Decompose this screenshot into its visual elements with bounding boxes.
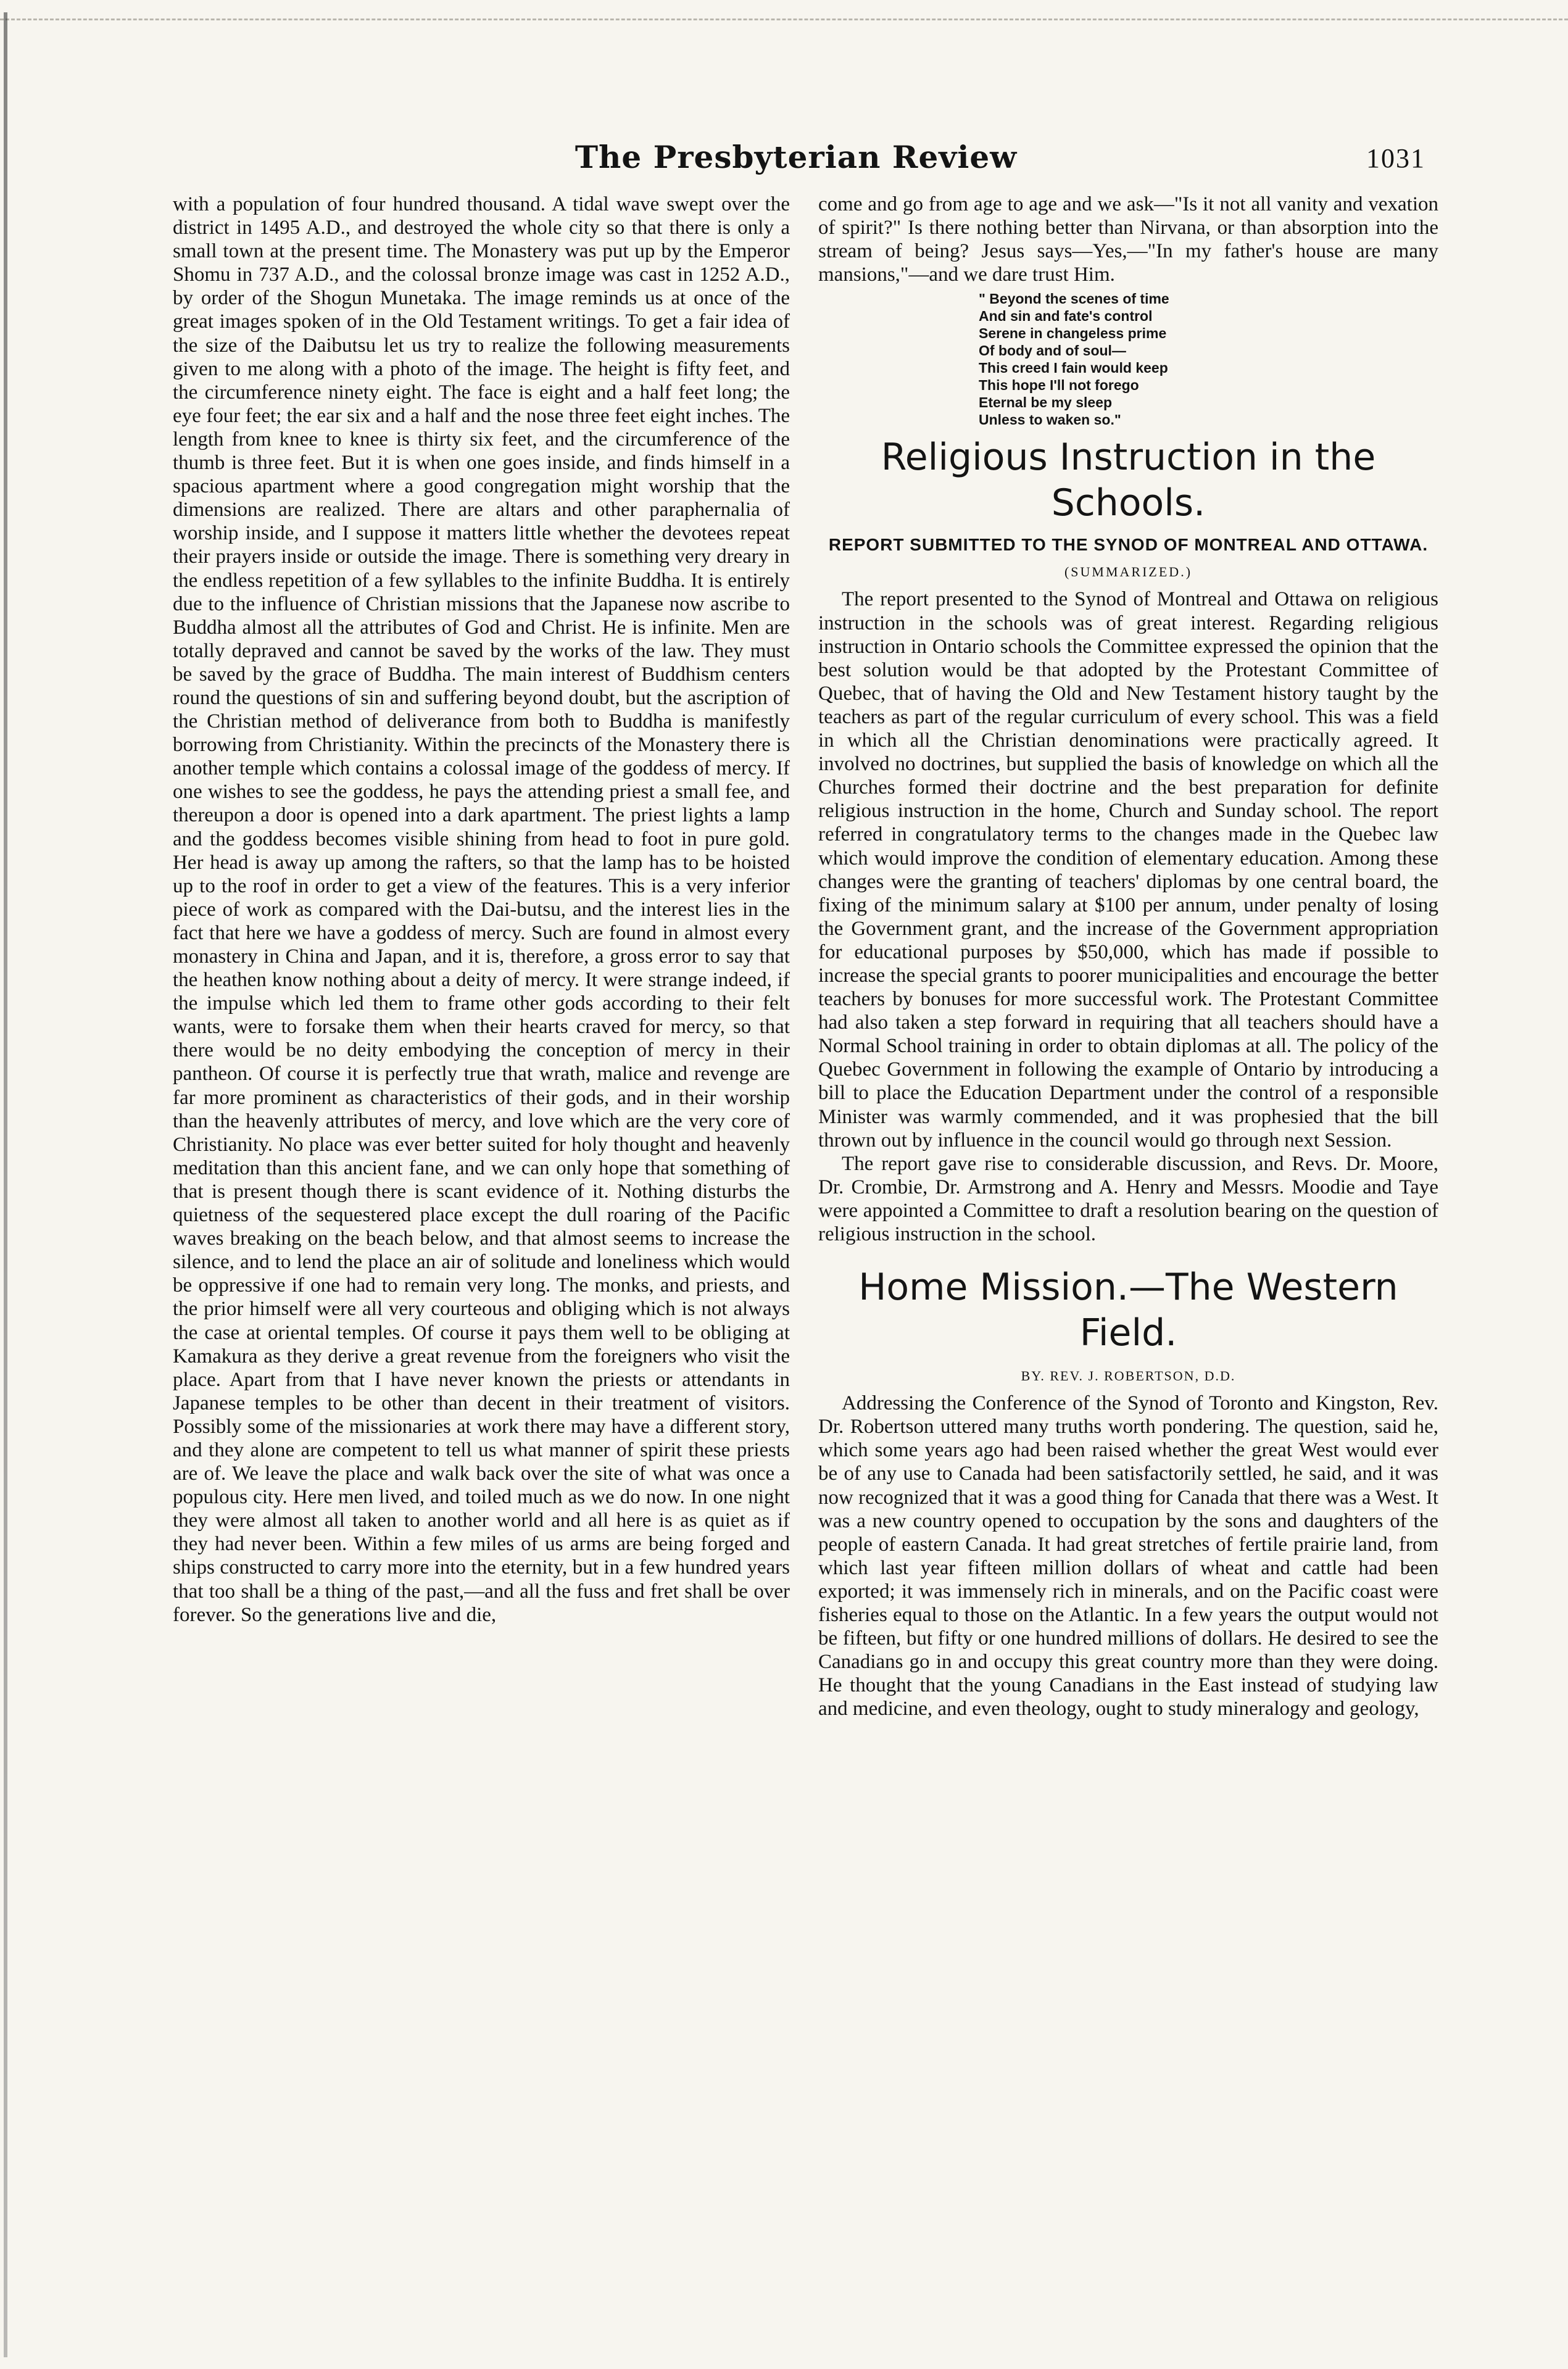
section1-paragraph: The report gave rise to considerable discussion, and Revs. Dr. Moore, Dr. Crombie, Dr. Armstrong and A. Henry and Messrs. Moodie and Taye were appointed a Committee to draft a resolution bearing on the question of religious instruction in the school.: [818, 1152, 1438, 1245]
section-title-home-mission: Home Mission.—The Western Field.: [858, 1266, 1398, 1355]
poem-line: Serene in changeless prime: [979, 325, 1167, 342]
section-subtitle: REPORT SUBMITTED TO THE SYNOD OF MONTREAL AND OTTAWA.: [828, 535, 1429, 555]
poem-line: This creed I fain would keep: [979, 360, 1168, 376]
poem-line: Of body and of soul—: [979, 342, 1126, 359]
poem-line: " Beyond the scenes of time: [979, 291, 1169, 307]
right-column: [818, 193, 1438, 1721]
section-byline: BY. REV. J. ROBERTSON, D.D.: [1021, 1368, 1236, 1384]
poem: [979, 290, 1438, 428]
poem-line: And sin and fate's control: [979, 308, 1153, 325]
journal-title: The Presbyterian Review: [575, 139, 1018, 175]
section1-paragraph: The report presented to the Synod of Montreal and Ottawa on religious instruction in the schools was of great interest. Regarding religious instruction in Ontario schools the Committee expressed the opinion that the best solution would be that adopted by the Protestant Committee of Quebec, that of having the Old and New Testament history taught by the teachers as part of the regular curriculum of every school. This was a field in which all the Christian denominations were practically agreed. It involved no doctrines, but supplied the basis of knowledge on which all the Churches formed their doctrine and the best preparation for definite religious instruction in the home, Church and Sunday school. The report referred in congratulatory terms to the changes made in the Quebec law which would improve the condition of elementary education. Among these changes were the granting of teachers' diplomas by one central board, the fixing of the minimum salary at $100 per annum, under penalty of losing the Government grant, and the increase of the Government appropriation for educational purposes by $50,000, which has made if possible to increase the special grants to poorer municipalities and encourage the better teachers by bonuses for more successful work. The Protestant Committee had also taken a step forward in requiring that all teachers should have a Normal School training in order to obtain diplomas at all. The policy of the Quebec Government in following the example of Ontario by introducing a bill to place the Education Department under the control of a responsible Minister was warmly commended, and it was prophesied that the bill thrown out by influence in the council would go through next Session.: [818, 588, 1438, 1151]
scan-edge-left: [4, 12, 7, 2357]
poem-line: Unless to waken so.": [979, 412, 1121, 428]
poem-line: Eternal be my sleep: [979, 394, 1113, 411]
running-head: [167, 139, 1425, 178]
section2-paragraph: Addressing the Conference of the Synod of Toronto and Kingston, Rev. Dr. Robertson uttered many truths worth pondering. The question, said he, which some years ago had been raised whether the great West would ever be of any use to Canada had been satisfactorily settled, he said, and it was now recognized that it was a good thing for Canada that there was a West. It was a new country opened to occupation by the sons and daughters of the people of eastern Canada. It had great stretches of fertile prairie land, from which last year fifteen million dollars of wheat and cattle had been exported; it was immensely rich in minerals, and on the Pacific coast were fisheries equal to those on the Atlantic. In a few years the output would not be fifteen, but fifty or one hundred millions of dollars. He desired to see the Canadians go in and occupy this great country more than they were doing. He thought that the young Canadians in the East instead of studying law and medicine, and even theology, ought to study mineralogy and geology,: [818, 1392, 1438, 1720]
section-title-religious-instruction: Religious Instruction in the Schools.: [881, 436, 1376, 525]
section-note: (SUMMARIZED.): [1064, 564, 1193, 580]
left-paragraph: with a population of four hundred thousand. A tidal wave swept over the district in 1495 A.D., and destroyed the whole city so that there is only a small town at the present time. The Monastery was put up by the Emperor Shomu in 737 A.D., and the colossal bronze image was cast in 1252 A.D., by order of the Shogun Munetaka. The image reminds us at once of the great images spoken of in the Old Testament writings. To get a fair idea of the size of the Daibutsu let us try to realize the following measurements given to me along with a photo of the image. The height is fifty feet, and the circumference ninety eight. The face is eight and a half feet long; the eye four feet; the ear six and a half and the nose three feet eight inches. The length from knee to knee is thirty six feet, and the circumference of the thumb is three feet. But it is when one goes inside, and finds himself in a spacious apartment where a good congregation might worship that the dimensions are realized. There are altars and other paraphernalia of worship inside, and I suppose it matters little whether the devotees repeat their prayers inside or outside the image. There is something very dreary in the endless repetition of a few syllables to the infinite Buddha. It is entirely due to the influence of Christian missions that the Japanese now ascribe to Buddha almost all the attributes of God and Christ. He is infinite. Men are totally depraved and cannot be saved by the works of the law. They must be saved by the grace of Buddha. The main interest of Buddhism centers round the questions of sin and suffering beyond doubt, but the ascription of the Christian method of deliverance from both to Buddha is manifestly borrowing from Christianity. Within the precincts of the Monastery there is another temple which contains a colossal image of the goddess of mercy. If one wishes to see the goddess, he pays the attending priest a small fee, and thereupon a door is opened into a dark apartment. The priest lights a lamp and the goddess becomes visible shining from head to foot in pure gold. Her head is away up among the rafters, so that the lamp has to be hoisted up to the roof in order to get a view of the features. This is a very inferior piece of work as compared with the Dai-butsu, and the interest lies in the fact that here we have a goddess of mercy. Such are found in almost every monastery in China and Japan, and it is, therefore, a gross error to say that the heathen know nothing about a deity of mercy. It were strange indeed, if the impulse which led them to frame other gods according to their felt wants, were to forsake them when their hearts craved for mercy, so that there would be no deity embodying the conception of mercy in their pantheon. Of course it is perfectly true that wrath, malice and revenge are far more prominent as characteristics of their gods, and in their worship than the heavenly attributes of mercy, and love which are the very core of Christianity. No place was ever better suited for holy thought and heavenly meditation than this ancient fane, and we can only hope that something of that is present though there is scant evidence of it. Nothing disturbs the quietness of the sequestered place except the dull roaring of the Pacific waves breaking on the beach below, and that almost seems to increase the silence, and to lend the place an air of solitude and loneliness which would be oppressive if one had to remain very long. The monks, and priests, and the prior himself were all very courteous and obliging which is not always the case at oriental temples. Of course it pays them well to be obliging at Kamakura as they derive a great revenue from the foreigners who visit the place. Apart from that I have never known the priests or attendants in Japanese temples to be other than decent in their treatment of visitors. Possibly some of the missionaries at work there may have a different story, and they alone are competent to tell us what manner of spirit these priests are of. We leave the place and walk back over the site of what was once a populous city. Here men lived, and toiled much as we do now. In one night they were almost all taken to another world and all here is as quiet as if they had never been. Within a few miles of us arms are being forged and ships constructed to carry more into the eternity, but in a few hundred years that too shall be a thing of the past,—and all the fuss and fret shall be over forever. So the generations live and die,: [173, 193, 790, 1626]
scan-edge-top: [0, 0, 1568, 20]
poem-line: This hope I'll not forego: [979, 377, 1139, 394]
left-column: [173, 193, 790, 1627]
intro-paragraph: come and go from age to age and we ask—"Is it not all vanity and vexation of spirit?" Is there nothing better than Nirvana, or than absorption into the stream of being? Jesus says—Yes,—"In my father's house are many mansions,"—and we dare trust Him.: [818, 193, 1438, 286]
page-number: 1031: [1366, 143, 1425, 173]
